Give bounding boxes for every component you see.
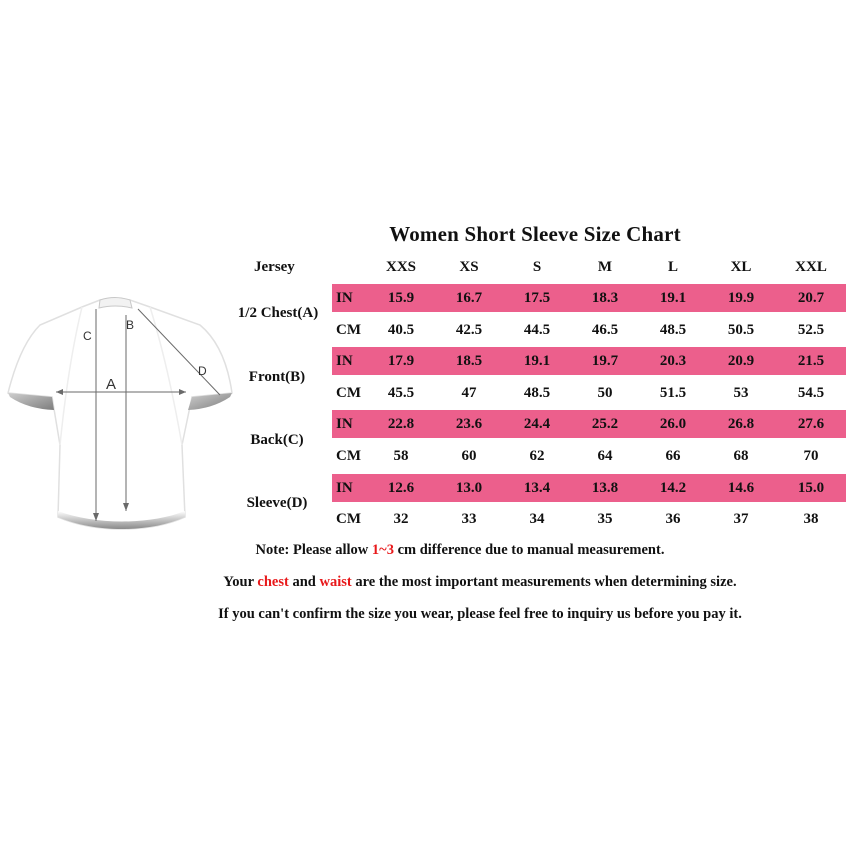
unit-in: IN xyxy=(336,480,353,496)
note-tolerance: Note: Please allow 1~3 cm difference due to manual measurement. xyxy=(255,542,665,558)
table-cell: 46.5 xyxy=(591,322,619,338)
table-cell: 19.7 xyxy=(591,353,619,369)
table-cell: 70 xyxy=(803,448,819,464)
table-cell: 48.5 xyxy=(523,385,551,401)
jersey-diagram xyxy=(0,285,240,535)
table-cell: 20.3 xyxy=(659,353,687,369)
size-header: L xyxy=(667,259,678,275)
table-cell: 20.7 xyxy=(797,290,825,306)
table-cell: 53 xyxy=(733,385,749,401)
table-cell: 58 xyxy=(393,448,409,464)
table-cell: 42.5 xyxy=(455,322,483,338)
table-cell: 48.5 xyxy=(659,322,687,338)
size-header: S xyxy=(532,259,542,275)
table-cell: 22.8 xyxy=(387,416,415,432)
table-cell: 13.4 xyxy=(523,480,551,496)
table-cell: 15.0 xyxy=(797,480,825,496)
table-cell: 14.6 xyxy=(727,480,755,496)
table-cell: 52.5 xyxy=(797,322,825,338)
table-cell: 66 xyxy=(665,448,681,464)
size-header: M xyxy=(597,259,613,275)
unit-in: IN xyxy=(336,290,353,306)
table-cell: 17.5 xyxy=(523,290,551,306)
size-header: XXL xyxy=(795,259,827,275)
table-cell: 44.5 xyxy=(523,322,551,338)
table-cell: 18.3 xyxy=(591,290,619,306)
note-key-measurements: Your chest and waist are the most important measurements when determining size. xyxy=(223,574,737,590)
unit-cm: CM xyxy=(336,448,361,464)
label-b: B xyxy=(126,318,135,332)
unit-cm: CM xyxy=(336,385,361,401)
row-label-front: Front(B) xyxy=(248,369,306,385)
table-cell: 25.2 xyxy=(591,416,619,432)
table-cell: 62 xyxy=(529,448,545,464)
table-cell: 64 xyxy=(597,448,613,464)
unit-cm: CM xyxy=(336,322,361,338)
table-cell: 36 xyxy=(665,511,681,527)
chart-title: Women Short Sleeve Size Chart xyxy=(389,222,681,246)
table-cell: 45.5 xyxy=(387,385,415,401)
jersey-outline xyxy=(8,300,232,529)
table-cell: 47 xyxy=(461,385,477,401)
table-cell: 27.6 xyxy=(797,416,825,432)
table-cell: 13.0 xyxy=(455,480,483,496)
unit-in: IN xyxy=(336,416,353,432)
table-cell: 60 xyxy=(461,448,477,464)
table-cell: 19.9 xyxy=(727,290,755,306)
table-cell: 38 xyxy=(803,511,819,527)
size-header: XL xyxy=(730,259,752,275)
table-cell: 18.5 xyxy=(455,353,483,369)
row-label-back: Back(C) xyxy=(250,432,304,448)
size-header: XS xyxy=(459,259,479,275)
table-cell: 32 xyxy=(393,511,409,527)
table-cell: 21.5 xyxy=(797,353,825,369)
table-cell: 26.8 xyxy=(727,416,755,432)
table-cell: 26.0 xyxy=(659,416,687,432)
table-cell: 17.9 xyxy=(387,353,415,369)
jersey-collar xyxy=(99,298,132,309)
table-cell: 19.1 xyxy=(523,353,551,369)
table-cell: 50.5 xyxy=(727,322,755,338)
size-header: XXS xyxy=(385,259,416,275)
table-cell: 51.5 xyxy=(659,385,687,401)
note-inquiry: If you can't confirm the size you wear, please feel free to inquiry us before you pay it. xyxy=(218,606,742,622)
unit-cm: CM xyxy=(336,511,361,527)
table-cell: 34 xyxy=(529,511,545,527)
table-cell: 33 xyxy=(461,511,477,527)
table-cell: 13.8 xyxy=(591,480,619,496)
table-cell: 23.6 xyxy=(455,416,483,432)
table-cell: 40.5 xyxy=(387,322,415,338)
table-cell: 54.5 xyxy=(797,385,825,401)
row-label-sleeve: Sleeve(D) xyxy=(246,495,308,511)
table-cell: 24.4 xyxy=(523,416,551,432)
table-cell: 20.9 xyxy=(727,353,755,369)
table-cell: 68 xyxy=(733,448,749,464)
table-corner-label: Jersey xyxy=(254,259,295,275)
label-d: D xyxy=(198,364,207,378)
label-a: A xyxy=(106,376,117,393)
table-cell: 35 xyxy=(597,511,613,527)
table-cell: 15.9 xyxy=(387,290,415,306)
table-cell: 16.7 xyxy=(455,290,483,306)
unit-in: IN xyxy=(336,353,353,369)
table-cell: 12.6 xyxy=(387,480,415,496)
table-cell: 14.2 xyxy=(659,480,687,496)
table-cell: 50 xyxy=(597,385,613,401)
table-cell: 37 xyxy=(733,511,749,527)
row-label-chest: 1/2 Chest(A) xyxy=(237,305,319,321)
table-cell: 19.1 xyxy=(659,290,687,306)
label-c: C xyxy=(83,329,92,343)
